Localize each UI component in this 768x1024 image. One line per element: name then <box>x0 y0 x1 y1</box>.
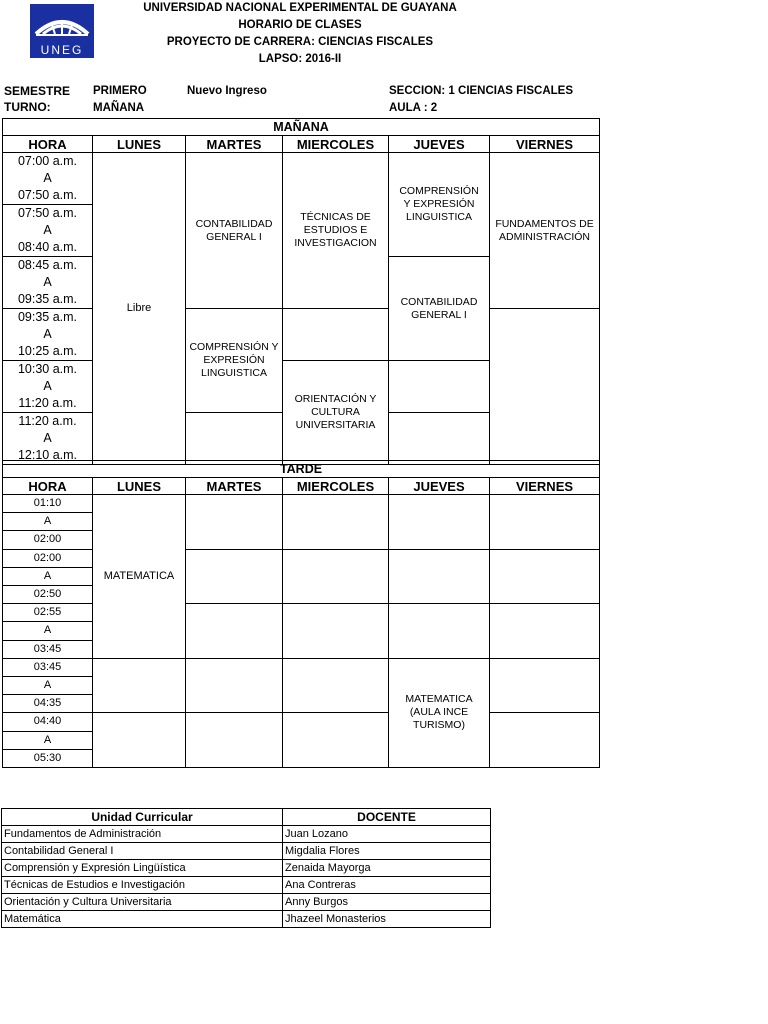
time-slot: 02:00 A 02:50 <box>3 549 93 604</box>
class-jueves-matematica: MATEMATICA (AULA INCE TURISMO) <box>389 658 490 767</box>
teacher-cell: Jhazeel Monasterios <box>283 911 491 928</box>
class-jueves-comprension: COMPRENSIÓN Y EXPRESIÓN LINGUISTICA <box>389 153 490 257</box>
morning-title: MAÑANA <box>3 119 600 136</box>
time-slot: 01:10 A 02:00 <box>3 495 93 550</box>
day-header-martes: MARTES <box>186 136 283 153</box>
hora-header: HORA <box>3 136 93 153</box>
class-viernes-fundamentos: FUNDAMENTOS DE ADMINISTRACIÓN <box>490 153 600 309</box>
semestre-label: SEMESTRE <box>4 84 71 98</box>
empty-cell <box>490 495 600 550</box>
table-row <box>2 843 491 860</box>
day-header-jueves: JUEVES <box>389 478 490 495</box>
time-slot: 07:00 a.m. A 07:50 a.m. <box>3 153 93 205</box>
subject-cell: Fundamentos de Administración <box>2 826 283 843</box>
subject-cell: Matemática <box>2 911 283 928</box>
table-row <box>2 911 491 928</box>
empty-cell <box>283 713 389 768</box>
day-header-martes: MARTES <box>186 478 283 495</box>
seccion-label: SECCION: 1 CIENCIAS FISCALES <box>389 85 574 97</box>
project-name: PROYECTO DE CARRERA: CIENCIAS FISCALES <box>166 36 434 48</box>
teachers-table <box>1 808 491 928</box>
subject-cell: Técnicas de Estudios e Investigación <box>2 877 283 894</box>
aula-label: AULA : 2 <box>389 102 438 114</box>
empty-cell <box>389 549 490 604</box>
subject-cell: Comprensión y Expresión Lingüística <box>2 860 283 877</box>
day-header-miercoles: MIERCOLES <box>283 136 389 153</box>
empty-cell <box>490 604 600 659</box>
empty-cell <box>389 604 490 659</box>
empty-cell <box>490 309 600 465</box>
morning-schedule <box>2 118 600 465</box>
empty-cell <box>389 361 490 413</box>
empty-cell <box>186 413 283 465</box>
class-lunes-libre: Libre <box>93 153 186 465</box>
empty-cell <box>490 713 600 768</box>
turno-value: MAÑANA <box>93 102 145 114</box>
class-miercoles-orientacion: ORIENTACIÓN Y CULTURA UNIVERSITARIA <box>283 361 389 465</box>
subject-column-header: Unidad Curricular <box>2 809 283 826</box>
empty-cell <box>490 658 600 713</box>
table-row <box>2 860 491 877</box>
teacher-cell: Ana Contreras <box>283 877 491 894</box>
empty-cell <box>93 713 186 768</box>
subject-cell: Contabilidad General I <box>2 843 283 860</box>
time-slot: 04:40 A 05:30 <box>3 713 93 768</box>
time-slot: 09:35 a.m. A 10:25 a.m. <box>3 309 93 361</box>
time-slot: 08:45 a.m. A 09:35 a.m. <box>3 257 93 309</box>
empty-cell <box>283 658 389 713</box>
teacher-cell: Zenaida Mayorga <box>283 860 491 877</box>
empty-cell <box>490 549 600 604</box>
class-martes-comprension: COMPRENSIÓN Y EXPRESIÓN LINGUISTICA <box>186 309 283 413</box>
afternoon-title: TARDE <box>3 461 600 478</box>
teacher-cell: Juan Lozano <box>283 826 491 843</box>
teacher-column-header: DOCENTE <box>283 809 491 826</box>
class-jueves-contabilidad: CONTABILIDAD GENERAL I <box>389 257 490 361</box>
afternoon-schedule <box>2 460 600 768</box>
day-header-lunes: LUNES <box>93 478 186 495</box>
empty-cell <box>283 309 389 361</box>
teacher-cell: Anny Burgos <box>283 894 491 911</box>
day-header-jueves: JUEVES <box>389 136 490 153</box>
time-slot: 02:55 A 03:45 <box>3 604 93 659</box>
table-row <box>2 877 491 894</box>
class-martes-contabilidad: CONTABILIDAD GENERAL I <box>186 153 283 309</box>
semestre-value: PRIMERO <box>93 85 147 97</box>
empty-cell <box>283 549 389 604</box>
subject-cell: Orientación y Cultura Universitaria <box>2 894 283 911</box>
empty-cell <box>93 658 186 713</box>
empty-cell <box>186 604 283 659</box>
empty-cell <box>186 495 283 550</box>
day-header-lunes: LUNES <box>93 136 186 153</box>
day-header-viernes: VIERNES <box>490 478 600 495</box>
empty-cell <box>389 495 490 550</box>
class-lunes-matematica: MATEMATICA <box>93 495 186 659</box>
turno-label: TURNO: <box>4 100 51 114</box>
empty-cell <box>186 549 283 604</box>
empty-cell <box>283 604 389 659</box>
time-slot: 10:30 a.m. A 11:20 a.m. <box>3 361 93 413</box>
table-row <box>2 894 491 911</box>
table-row <box>2 826 491 843</box>
period-label: LAPSO: 2016-II <box>258 53 342 65</box>
empty-cell <box>186 658 283 713</box>
time-slot: 03:45 A 04:35 <box>3 658 93 713</box>
day-header-viernes: VIERNES <box>490 136 600 153</box>
empty-cell <box>186 713 283 768</box>
uneg-logo <box>30 4 94 58</box>
time-slot: 11:20 a.m. A 12:10 a.m. <box>3 413 93 465</box>
class-miercoles-tecnicas: TÉCNICAS DE ESTUDIOS E INVESTIGACION <box>283 153 389 309</box>
ingreso-label: Nuevo Ingreso <box>187 85 267 97</box>
time-slot: 07:50 a.m. A 08:40 a.m. <box>3 205 93 257</box>
teacher-cell: Migdalia Flores <box>283 843 491 860</box>
empty-cell <box>283 495 389 550</box>
logo-text: UNEG <box>40 43 84 57</box>
day-header-miercoles: MIERCOLES <box>283 478 389 495</box>
university-name: UNIVERSIDAD NACIONAL EXPERIMENTAL DE GUAYANA <box>143 2 457 14</box>
empty-cell <box>389 413 490 465</box>
document-title: HORARIO DE CLASES <box>238 19 362 31</box>
hora-header: HORA <box>3 478 93 495</box>
